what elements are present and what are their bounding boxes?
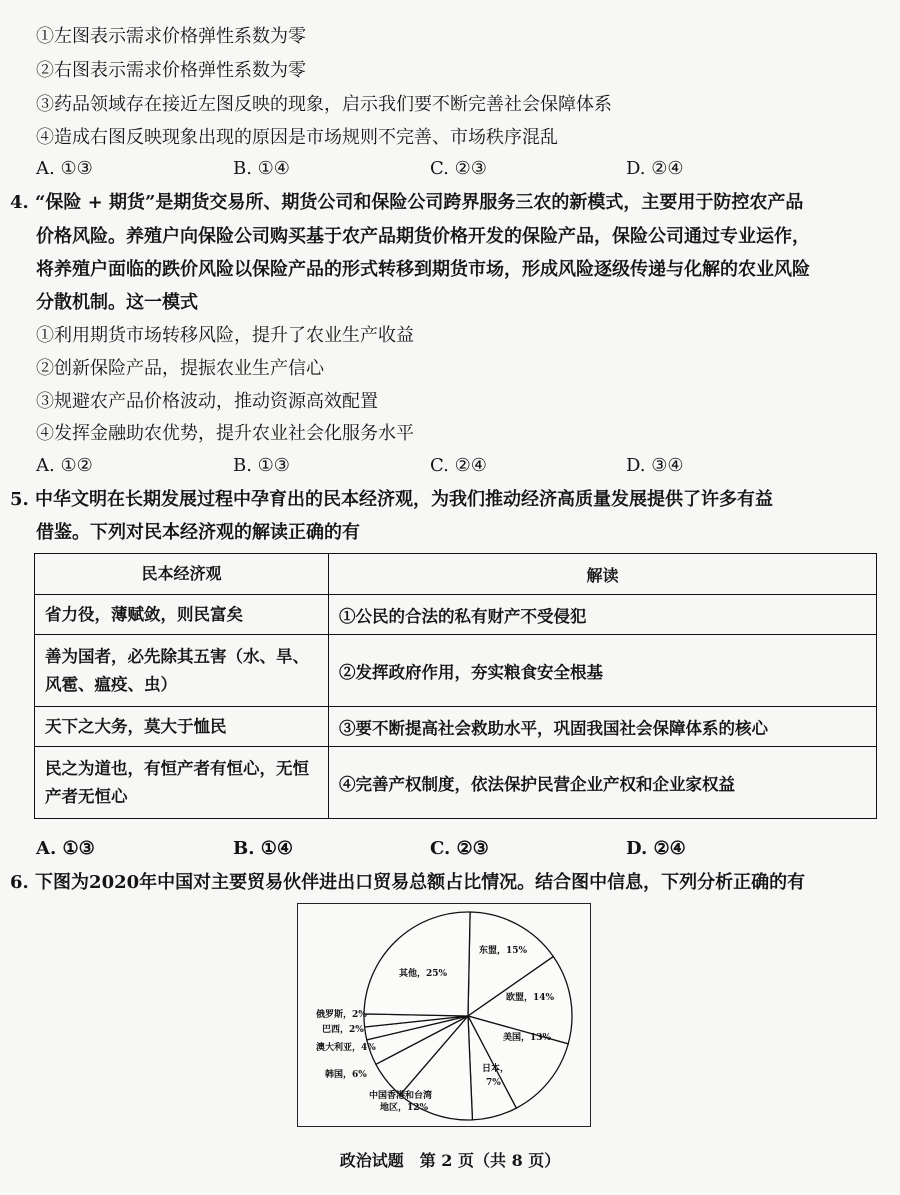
table-row xyxy=(35,747,877,819)
page-footer: 政治试题 第 2 页（共 8 页） xyxy=(339,1151,561,1170)
q5-table xyxy=(34,553,877,819)
q4-option-d: D. ③④ xyxy=(626,455,684,476)
table-cell-interpretation: ④完善产权制度，依法保护民营企业产权和企业家权益 xyxy=(329,747,877,819)
label-brazil: 巴西，2% xyxy=(322,1025,364,1035)
q5-options xyxy=(36,838,856,862)
pie-chart xyxy=(298,904,590,1126)
q5-option-a: A. ①③ xyxy=(36,838,95,859)
table-row xyxy=(35,635,877,707)
pie-chart-figure xyxy=(297,903,591,1127)
label-russia: 俄罗斯，2% xyxy=(316,1010,367,1020)
q3-option-c: C. ②③ xyxy=(430,158,487,179)
table-cell-view: 善为国者，必先除其五害（水、旱、风雹、瘟疫、虫） xyxy=(35,635,329,707)
q4-options xyxy=(36,455,856,479)
q3-option-b: B. ①④ xyxy=(233,158,290,179)
q4-stem-line-1: 4. “保险 + 期货”是期货交易所、期货公司和保险公司跨界服务三农的新模式，主要用于防控农产品 xyxy=(10,192,804,213)
q4-statement-3: ③规避农产品价格波动，推动资源高效配置 xyxy=(36,391,378,412)
q5-option-c: C. ②③ xyxy=(430,838,489,859)
q3-options xyxy=(36,158,856,182)
label-japan-name: 日本， xyxy=(482,1064,510,1074)
q4-option-b: B. ①③ xyxy=(233,455,290,476)
q4-option-a: A. ①② xyxy=(36,455,93,476)
label-hk-tw-line-1: 中国香港和台湾 xyxy=(369,1091,433,1101)
pie-slice-9 xyxy=(364,912,470,1016)
q5-stem-line-1: 5. 中华文明在长期发展过程中孕育出的民本经济观，为我们推动经济高质量发展提供了许多有益 xyxy=(10,489,774,510)
table-row xyxy=(35,595,877,635)
q4-statement-4: ④发挥金融助农优势，提升农业社会化服务水平 xyxy=(36,423,414,444)
table-header-cell: 解读 xyxy=(329,554,877,595)
q3-statement-2: ②右图表示需求价格弹性系数为零 xyxy=(36,60,306,81)
table-header-row xyxy=(35,554,877,595)
label-korea: 韩国，6% xyxy=(325,1070,367,1080)
label-us: 美国，13% xyxy=(503,1033,552,1043)
q4-stem-line-4: 分散机制。这一模式 xyxy=(36,292,198,313)
q6-stem: 6. 下图为2020年中国对主要贸易伙伴进出口贸易总额占比情况。结合图中信息，下列分析正确的有 xyxy=(10,872,806,893)
label-eu: 欧盟，14% xyxy=(506,993,555,1003)
table-cell-interpretation: ③要不断提高社会救助水平，巩固我国社会保障体系的核心 xyxy=(329,707,877,747)
q4-statement-2: ②创新保险产品，提振农业生产信心 xyxy=(36,358,324,379)
label-hk-tw-line-2: 地区，12% xyxy=(380,1103,429,1113)
label-japan-value: 7% xyxy=(486,1078,501,1088)
label-others: 其他，25% xyxy=(399,969,448,979)
table-cell-view: 省力役，薄赋敛，则民富矣 xyxy=(35,595,329,635)
table-cell-view: 民之为道也，有恒产者有恒心，无恒产者无恒心 xyxy=(35,747,329,819)
q3-statement-1: ①左图表示需求价格弹性系数为零 xyxy=(36,26,306,47)
q5-stem-line-2: 借鉴。下列对民本经济观的解读正确的有 xyxy=(36,522,360,543)
q5-option-d: D. ②④ xyxy=(626,838,686,859)
q4-stem-line-3: 将养殖户面临的跌价风险以保险产品的形式转移到期货市场，形成风险逐级传递与化解的农业风险 xyxy=(36,259,810,280)
q5-option-b: B. ①④ xyxy=(233,838,294,859)
table-cell-interpretation: ①公民的合法的私有财产不受侵犯 xyxy=(329,595,877,635)
label-asean: 东盟，15% xyxy=(479,946,528,956)
table-header-cell: 民本经济观 xyxy=(35,554,329,595)
q4-statement-1: ①利用期货市场转移风险，提升了农业生产收益 xyxy=(36,325,414,346)
q3-option-a: A. ①③ xyxy=(36,158,93,179)
q3-statement-4: ④造成右图反映现象出现的原因是市场规则不完善、市场秩序混乱 xyxy=(36,127,558,148)
q4-stem-line-2: 价格风险。养殖户向保险公司购买基于农产品期货价格开发的保险产品，保险公司通过专业运作， xyxy=(36,226,810,247)
table-cell-interpretation: ②发挥政府作用，夯实粮食安全根基 xyxy=(329,635,877,707)
table-row xyxy=(35,707,877,747)
q3-option-d: D. ②④ xyxy=(626,158,684,179)
table-cell-view: 天下之大务，莫大于恤民 xyxy=(35,707,329,747)
q3-statement-3: ③药品领域存在接近左图反映的现象，启示我们要不断完善社会保障体系 xyxy=(36,94,612,115)
q4-option-c: C. ②④ xyxy=(430,455,487,476)
label-australia: 澳大利亚，4% xyxy=(316,1043,376,1053)
